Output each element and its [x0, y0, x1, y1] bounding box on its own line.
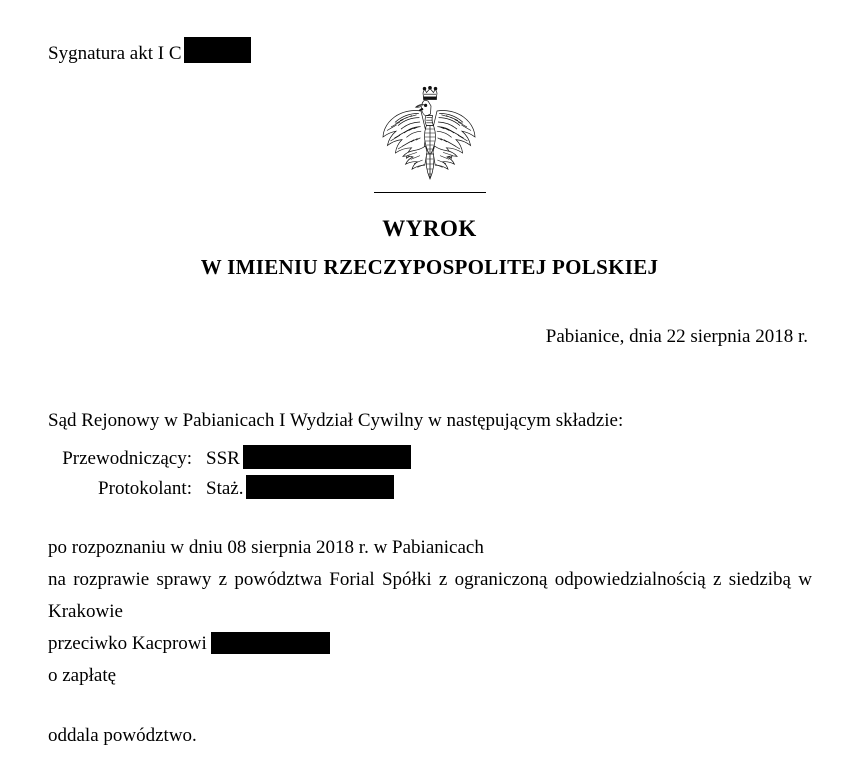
clerk-value: [206, 470, 394, 504]
plaintiff-paragraph: na rozprawie sprawy z powództwa Forial Spółki z ograniczoną odpowiedzialnością z siedzibą w Krakowie: [48, 569, 812, 622]
redacted-presiding-judge-name: [243, 445, 411, 469]
presiding-judge-value: [206, 440, 411, 474]
defendant-prefix: przeciwko Kacprowi: [48, 633, 207, 654]
subject-paragraph: o zapłatę: [48, 665, 117, 686]
redacted-case-number: [184, 37, 251, 63]
emblem-divider-rule: [374, 192, 486, 193]
hearing-paragraph: po rozpoznaniu w dniu 08 sierpnia 2018 r. w Pabianicach: [48, 537, 484, 558]
document-subtitle: W IMIENIU RZECZYPOSPOLITEJ POLSKIEJ: [200, 255, 659, 279]
presiding-judge-title: SSR: [206, 448, 240, 469]
composition-row-presiding: [48, 440, 411, 470]
case-signature-line: [48, 33, 251, 67]
judgment-body: [48, 532, 812, 692]
composition-row-clerk: [48, 470, 411, 500]
verdict-text: oddala powództwo.: [48, 725, 197, 746]
emblem-container: [0, 84, 859, 193]
redacted-defendant-name: [211, 632, 330, 654]
clerk-label: Protokolant:: [98, 478, 192, 499]
clerk-title: Staż.: [206, 478, 244, 499]
court-composition-list: [48, 440, 411, 500]
court-composition-intro: Sąd Rejonowy w Pabianicach I Wydział Cywilny w następującym składzie:: [48, 410, 624, 431]
place-and-date: Pabianice, dnia 22 sierpnia 2018 r.: [545, 326, 808, 347]
document-title: WYROK: [382, 216, 477, 241]
redacted-clerk-name: [246, 475, 394, 499]
defendant-paragraph: [48, 628, 812, 660]
presiding-judge-label: Przewodniczący:: [62, 448, 192, 469]
case-signature-label: Sygnatura akt I C: [48, 43, 182, 64]
polish-eagle-emblem-icon: [374, 84, 486, 188]
